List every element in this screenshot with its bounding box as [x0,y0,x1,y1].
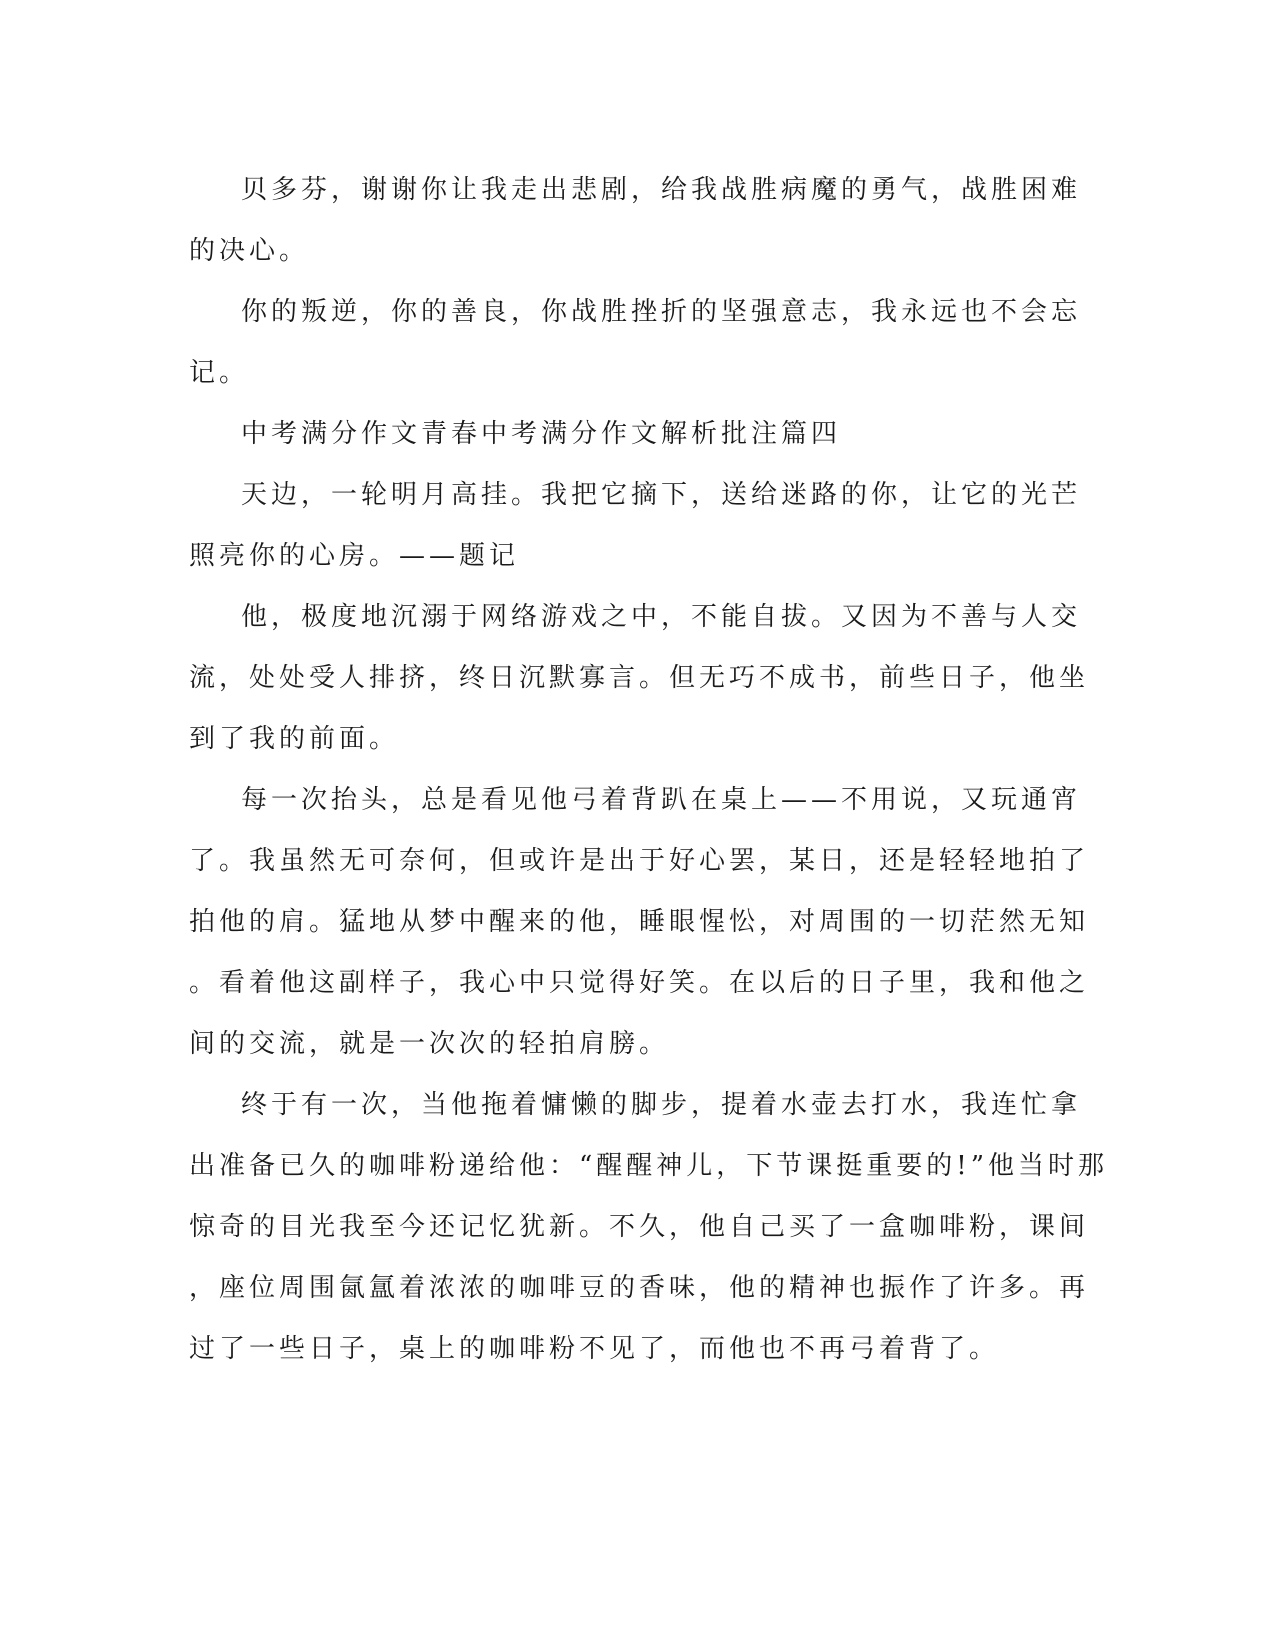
paragraph [189,465,1082,587]
paragraph-line: 你的叛逆，你的善良，你战胜挫折的坚强意志，我永远也不会忘 [241,297,1082,327]
paragraph-line: 流，处处受人排挤，终日沉默寡言。但无巧不成书，前些日子，他坐 [189,663,1090,693]
paragraph [189,770,1090,1075]
paragraph-line: 他，极度地沉溺于网络游戏之中，不能自拔。又因为不善与人交 [241,602,1082,632]
paragraph [189,1075,1109,1380]
paragraph-line: 终于有一次，当他拖着慵懒的脚步，提着水壶去打水，我连忙拿 [241,1090,1082,1120]
section-heading [189,404,1079,465]
paragraph-line: ，座位周围氤氲着浓浓的咖啡豆的香味，他的精神也振作了许多。再 [189,1273,1090,1303]
paragraph-line: 每一次抬头，总是看见他弓着背趴在桌上——不用说，又玩通宵 [241,785,1082,815]
section-heading-text: 中考满分作文青春中考满分作文解析批注篇四 [241,419,842,449]
paragraph [189,587,1090,770]
paragraph-line: 出准备已久的咖啡粉递给他：“醒醒神儿，下节课挺重要的!”他当时那 [189,1151,1109,1181]
paragraph-line: 记。 [189,358,250,388]
paragraph-line: 过了一些日子，桌上的咖啡粉不见了，而他也不再弓着背了。 [189,1334,1000,1364]
paragraph-line: 。看着他这副样子，我心中只觉得好笑。在以后的日子里，我和他之 [189,968,1090,998]
paragraph-line: 贝多芬，谢谢你让我走出悲剧，给我战胜病魔的勇气，战胜困难 [241,175,1082,205]
paragraph-line: 照亮你的心房。——题记 [189,541,520,571]
paragraph [189,282,1082,404]
paragraph [189,160,1082,282]
paragraph-line: 到了我的前面。 [189,724,400,754]
paragraph-line: 拍他的肩。猛地从梦中醒来的他，睡眼惺忪，对周围的一切茫然无知 [189,907,1090,937]
paragraph-line: 天边，一轮明月高挂。我把它摘下，送给迷路的你，让它的光芒 [241,480,1082,510]
paragraph-line: 了。我虽然无可奈何，但或许是出于好心罢，某日，还是轻轻地拍了 [189,846,1090,876]
paragraph-line: 间的交流，就是一次次的轻拍肩膀。 [189,1029,670,1059]
paragraph-line: 惊奇的目光我至今还记忆犹新。不久，他自己买了一盒咖啡粉，课间 [189,1212,1090,1242]
document-body [189,160,1109,1380]
paragraph-line: 的决心。 [189,236,310,266]
